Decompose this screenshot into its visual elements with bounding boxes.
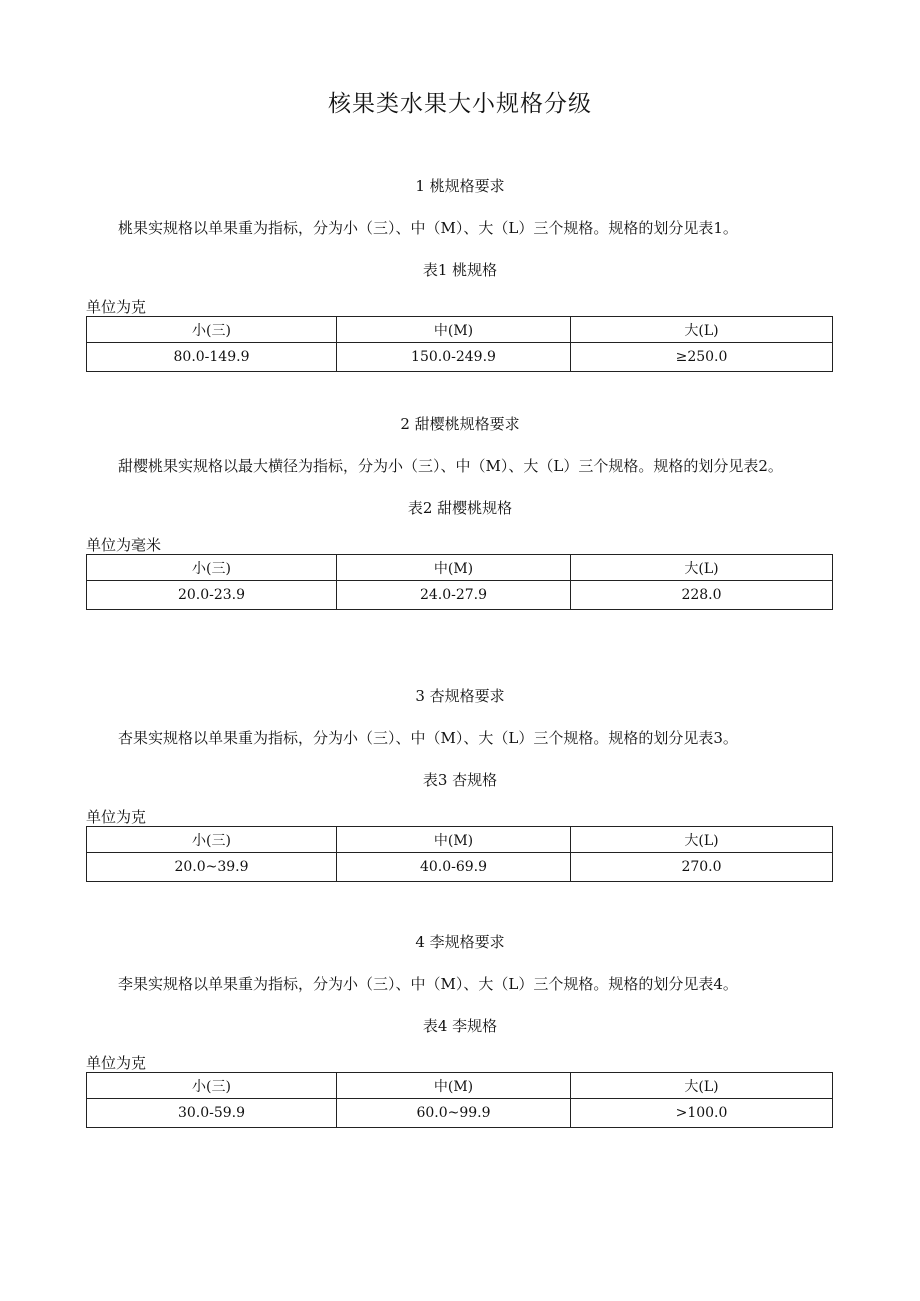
column-header-large: 大(L) bbox=[571, 1073, 833, 1099]
column-header-small: 小(三) bbox=[87, 827, 337, 853]
value-small: 20.0-23.9 bbox=[87, 581, 337, 610]
column-header-large: 大(L) bbox=[571, 317, 833, 343]
table-caption: 表3 杏规格 bbox=[422, 771, 498, 789]
section-peach bbox=[0, 176, 920, 372]
table-caption: 表1 桃规格 bbox=[422, 261, 498, 279]
section-body: 桃果实规格以单果重为指标，分为小（三）、中（M）、大（L）三个规格。规格的划分见表1。 bbox=[118, 219, 738, 237]
table-header-row bbox=[87, 317, 833, 343]
unit-label: 单位为克 bbox=[86, 298, 147, 316]
column-header-small: 小(三) bbox=[87, 1073, 337, 1099]
value-small: 20.0~39.9 bbox=[87, 853, 337, 882]
column-header-medium: 中(M) bbox=[337, 827, 571, 853]
unit-label: 单位为毫米 bbox=[86, 536, 162, 554]
column-header-medium: 中(M) bbox=[337, 317, 571, 343]
value-large: 270.0 bbox=[571, 853, 833, 882]
column-header-large: 大(L) bbox=[571, 827, 833, 853]
section-body: 李果实规格以单果重为指标，分为小（三）、中（M）、大（L）三个规格。规格的划分见表4。 bbox=[118, 975, 738, 993]
section-body: 杏果实规格以单果重为指标，分为小（三）、中（M）、大（L）三个规格。规格的划分见表3。 bbox=[118, 729, 738, 747]
section-heading: 4 李规格要求 bbox=[415, 933, 505, 951]
table-row bbox=[87, 343, 833, 372]
spec-table bbox=[86, 316, 833, 372]
column-header-large: 大(L) bbox=[571, 555, 833, 581]
unit-label: 单位为克 bbox=[86, 1054, 147, 1072]
value-medium: 24.0-27.9 bbox=[337, 581, 571, 610]
table-header-row bbox=[87, 555, 833, 581]
column-header-medium: 中(M) bbox=[337, 1073, 571, 1099]
value-small: 30.0-59.9 bbox=[87, 1099, 337, 1128]
spec-table bbox=[86, 826, 833, 882]
section-sweet-cherry bbox=[0, 414, 920, 610]
table-row bbox=[87, 581, 833, 610]
table-caption: 表2 甜樱桃规格 bbox=[407, 499, 513, 517]
column-header-small: 小(三) bbox=[87, 317, 337, 343]
spec-table bbox=[86, 1072, 833, 1128]
column-header-small: 小(三) bbox=[87, 555, 337, 581]
section-plum bbox=[0, 932, 920, 1128]
column-header-medium: 中(M) bbox=[337, 555, 571, 581]
value-medium: 150.0-249.9 bbox=[337, 343, 571, 372]
value-small: 80.0-149.9 bbox=[87, 343, 337, 372]
table-row bbox=[87, 1099, 833, 1128]
section-body: 甜樱桃果实规格以最大横径为指标，分为小（三）、中（M）、大（L）三个规格。规格的划分见表2。 bbox=[118, 457, 783, 475]
unit-label: 单位为克 bbox=[86, 808, 147, 826]
section-heading: 2 甜樱桃规格要求 bbox=[400, 415, 520, 433]
section-heading: 3 杏规格要求 bbox=[415, 687, 505, 705]
spec-table bbox=[86, 554, 833, 610]
section-heading: 1 桃规格要求 bbox=[415, 177, 505, 195]
table-caption: 表4 李规格 bbox=[422, 1017, 498, 1035]
section-apricot bbox=[0, 686, 920, 882]
value-large: ≥250.0 bbox=[571, 343, 833, 372]
table-header-row bbox=[87, 1073, 833, 1099]
table-header-row bbox=[87, 827, 833, 853]
value-large: >100.0 bbox=[571, 1099, 833, 1128]
table-row bbox=[87, 853, 833, 882]
value-large: 228.0 bbox=[571, 581, 833, 610]
value-medium: 40.0-69.9 bbox=[337, 853, 571, 882]
page-title: 核果类水果大小规格分级 bbox=[328, 91, 592, 117]
value-medium: 60.0~99.9 bbox=[337, 1099, 571, 1128]
